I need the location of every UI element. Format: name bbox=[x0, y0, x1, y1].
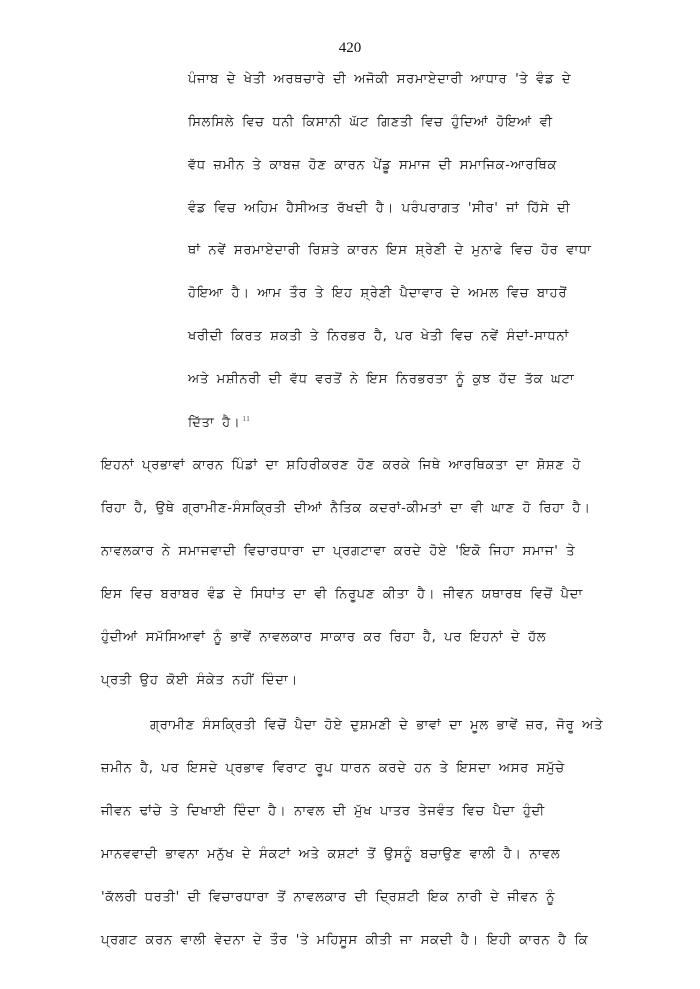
paragraph-line: ਇਹਨਾਂ ਪ੍ਰਭਾਵਾਂ ਕਾਰਨ ਪਿੰਡਾਂ ਦਾ ਸ਼ਹਿਰੀਕਰਣ ਹੋਣ ਕਰਕੇ ਜਿਥੇ ਆਰਥਿਕਤਾ ਦਾ ਸ਼ੋਸ਼ਣ ਹੋ bbox=[101, 458, 582, 473]
quote-line: ਅਤੇ ਮਸ਼ੀਨਰੀ ਦੀ ਵੱਧ ਵਰਤੋਂ ਨੇ ਇਸ ਨਿਰਭਰਤਾ ਨੂੰ ਕੁਝ ਹੱਦ ਤੱਕ ਘਟਾ bbox=[188, 372, 575, 387]
quote-line: ਥਾਂ ਨਵੇਂ ਸਰਮਾਏਦਾਰੀ ਰਿਸ਼ਤੇ ਕਾਰਨ ਇਸ ਸ਼੍ਰੇਣੀ ਦੇ ਮੁਨਾਫੇ ਵਿਚ ਹੋਰ ਵਾਧਾ bbox=[188, 243, 592, 258]
paragraph-line: 'ਕੱਲਰੀ ਧਰਤੀ' ਦੀ ਵਿਚਾਰਧਾਰਾ ਤੋਂ ਨਾਵਲਕਾਰ ਦੀ ਦ੍ਰਿਸ਼ਟੀ ਇਕ ਨਾਰੀ ਦੇ ਜੀਵਨ ਨੂੰ bbox=[101, 890, 556, 905]
paragraph-line: ਜ਼ਮੀਨ ਹੈ, ਪਰ ਇਸਦੇ ਪ੍ਰਭਾਵ ਵਿਰਾਟ ਰੂਪ ਧਾਰਨ ਕਰਦੇ ਹਨ ਤੇ ਇਸਦਾ ਅਸਰ ਸਮੁੱਚੇ bbox=[101, 761, 565, 776]
paragraph-line: ਇਸ ਵਿਚ ਬਰਾਬਰ ਵੰਡ ਦੇ ਸਿਧਾਂਤ ਦਾ ਵੀ ਨਿਰੂਪਣ ਕੀਤਾ ਹੈ। ਜੀਵਨ ਯਥਾਰਥ ਵਿਚੋਂ ਪੈਦਾ bbox=[101, 587, 583, 602]
quote-line: ਖਰੀਦੀ ਕਿਰਤ ਸ਼ਕਤੀ ਤੇ ਨਿਰਭਰ ਹੈ, ਪਰ ਖੇਤੀ ਵਿਚ ਨਵੇਂ ਸੰਦਾਂ-ਸਾਧਨਾਂ bbox=[188, 329, 570, 344]
quote-line-last bbox=[188, 415, 250, 430]
quote-line-text: ਦਿੱਤਾ ਹੈ। bbox=[188, 415, 241, 431]
paragraph-line: ਪ੍ਰਤੀ ਉਹ ਕੋਈ ਸੰਕੇਤ ਨਹੀਂ ਦਿੰਦਾ। bbox=[101, 673, 298, 688]
paragraph-line: ਹੁੰਦੀਆਂ ਸਮੱਸਿਆਵਾਂ ਨੂੰ ਭਾਵੇਂ ਨਾਵਲਕਾਰ ਸਾਕਾਰ ਕਰ ਰਿਹਾ ਹੈ, ਪਰ ਇਹਨਾਂ ਦੇ ਹੱਲ bbox=[101, 630, 547, 645]
page-number: 420 bbox=[338, 40, 362, 56]
quote-line: ਪੰਜਾਬ ਦੇ ਖੇਤੀ ਅਰਥਚਾਰੇ ਦੀ ਅਜੋਕੀ ਸਰਮਾਏਦਾਰੀ ਆਧਾਰ 'ਤੇ ਵੰਡ ਦੇ bbox=[188, 72, 572, 87]
paragraph-line: ਗ੍ਰਾਮੀਣ ਸੰਸਕ੍ਰਿਤੀ ਵਿਚੋਂ ਪੈਦਾ ਹੋਏ ਦੁਸ਼ਮਣੀ ਦੇ ਭਾਵਾਂ ਦਾ ਮੂਲ ਭਾਵੇਂ ਜ਼ਰ, ਜੋਰੂ ਅਤੇ bbox=[150, 718, 604, 733]
paragraph-line: ਪ੍ਰਗਟ ਕਰਨ ਵਾਲੀ ਵੇਦਨਾ ਦੇ ਤੌਰ 'ਤੇ ਮਹਿਸੂਸ ਕੀਤੀ ਜਾ ਸਕਦੀ ਹੈ। ਇਹੀ ਕਾਰਨ ਹੈ ਕਿ bbox=[101, 933, 589, 948]
paragraph-line: ਜੀਵਨ ਢਾਂਚੇ ਤੇ ਦਿਖਾਈ ਦਿੰਦਾ ਹੈ। ਨਾਵਲ ਦੀ ਮੁੱਖ ਪਾਤਰ ਤੇਜਵੰਤ ਵਿਚ ਪੈਦਾ ਹੁੰਦੀ bbox=[101, 804, 545, 819]
paragraph-line: ਨਾਵਲਕਾਰ ਨੇ ਸਮਾਜਵਾਦੀ ਵਿਚਾਰਧਾਰਾ ਦਾ ਪ੍ਰਗਟਾਵਾ ਕਰਦੇ ਹੋਏ 'ਇਕੋ ਜਿਹਾ ਸਮਾਜ' ਤੇ bbox=[101, 544, 576, 559]
quote-line: ਵੰਡ ਵਿਚ ਅਹਿਮ ਹੈਸੀਅਤ ਰੱਖਦੀ ਹੈ। ਪਰੰਪਰਾਗਤ 'ਸੀਰ' ਜਾਂ ਹਿੱਸੇ ਦੀ bbox=[188, 201, 571, 216]
quote-line: ਹੋਇਆ ਹੈ। ਆਮ ਤੌਰ ਤੇ ਇਹ ਸ਼੍ਰੇਣੀ ਪੈਦਾਵਾਰ ਦੇ ਅਮਲ ਵਿਚ ਬਾਹਰੋਂ bbox=[188, 286, 568, 301]
quote-line: ਸਿਲਸਿਲੇ ਵਿਚ ਧਨੀ ਕਿਸਾਨੀ ਘੱਟ ਗਿਣਤੀ ਵਿਚ ਹੁੰਦਿਆਂ ਹੋਇਆਂ ਵੀ bbox=[188, 115, 553, 130]
footnote-reference[interactable]: 11 bbox=[242, 415, 251, 423]
paragraph-line: ਮਾਨਵਵਾਦੀ ਭਾਵਨਾ ਮਨੁੱਖ ਦੇ ਸੰਕਟਾਂ ਅਤੇ ਕਸ਼ਟਾਂ ਤੋਂ ਉਸਨੂੰ ਬਚਾਉਣ ਵਾਲੀ ਹੈ। ਨਾਵਲ bbox=[101, 847, 561, 862]
quote-line: ਵੱਧ ਜ਼ਮੀਨ ਤੇ ਕਾਬਜ਼ ਹੋਣ ਕਾਰਨ ਪੇਂਡੂ ਸਮਾਜ ਦੀ ਸਮਾਜਿਕ-ਆਰਥਿਕ bbox=[188, 158, 558, 173]
paragraph-line: ਰਿਹਾ ਹੈ, ਉਥੇ ਗ੍ਰਾਮੀਣ-ਸੰਸਕ੍ਰਿਤੀ ਦੀਆਂ ਨੈਤਿਕ ਕਦਰਾਂ-ਕੀਮਤਾਂ ਦਾ ਵੀ ਘਾਣ ਹੋ ਰਿਹਾ ਹੈ। bbox=[101, 501, 591, 516]
